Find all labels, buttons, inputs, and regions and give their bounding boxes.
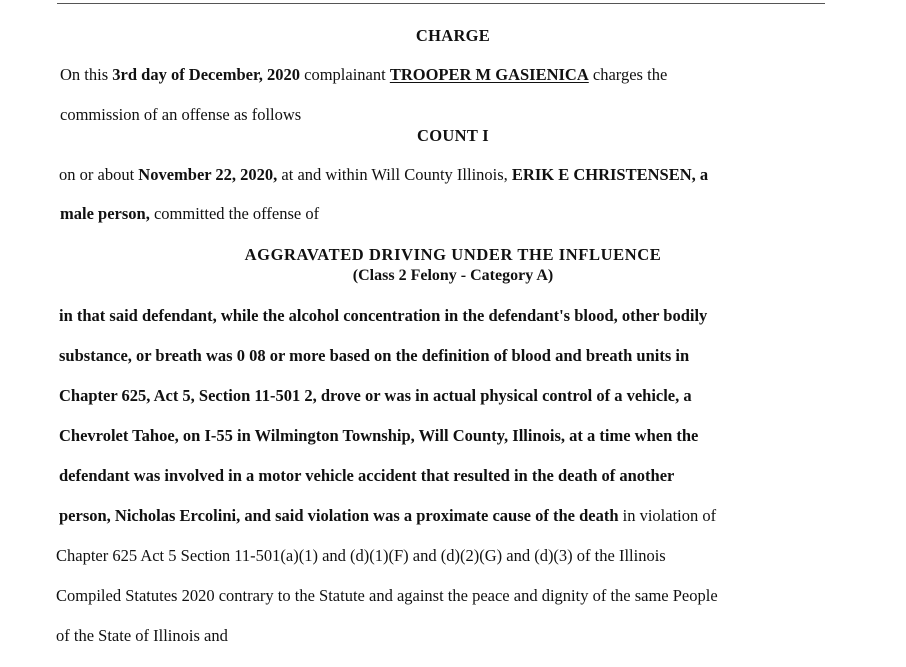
offense-class: (Class 2 Felony - Category A) bbox=[352, 267, 554, 284]
body-line-6 bbox=[59, 506, 716, 526]
statute-line-2: Compiled Statutes 2020 contrary to the Statute and against the peace and dignity of the same People bbox=[56, 586, 718, 605]
charge-date: 3rd day of December, 2020 bbox=[112, 65, 301, 84]
offense-date: November 22, 2020, bbox=[138, 165, 278, 184]
body-line-4: Chevrolet Tahoe, on I-55 in Wilmington Township, Will County, Illinois, at a time when the bbox=[59, 426, 699, 445]
intro-text-2: complainant bbox=[300, 65, 390, 84]
count-line-2 bbox=[60, 204, 319, 224]
count-text-1: on or about bbox=[59, 165, 139, 184]
count-text-3: committed the offense of bbox=[149, 204, 320, 223]
count-heading: COUNT I bbox=[417, 126, 489, 145]
count-text-2: at and within Will County Illinois, bbox=[277, 165, 512, 184]
intro-line-2: commission of an offense as follows bbox=[60, 105, 302, 124]
top-rule bbox=[57, 3, 825, 4]
victim-clause: person, Nicholas Ercolini, and said violation was a proximate cause of the death bbox=[59, 506, 619, 525]
intro-text-1: On this bbox=[60, 65, 113, 84]
violation-intro: in violation of bbox=[618, 506, 717, 525]
statute-line-1: Chapter 625 Act 5 Section 11-501(a)(1) and (d)(1)(F) and (d)(2)(G) and (d)(3) of the Illinois bbox=[56, 546, 666, 565]
body-line-1: in that said defendant, while the alcohol concentration in the defendant's blood, other bodily bbox=[59, 306, 708, 325]
body-line-3: Chapter 625, Act 5, Section 11-501 2, drove or was in actual physical control of a vehicle, a bbox=[59, 386, 692, 405]
defendant-name: ERIK E CHRISTENSEN, a bbox=[511, 165, 709, 184]
body-line-5: defendant was involved in a motor vehicle accident that resulted in the death of another bbox=[59, 466, 675, 485]
intro-line-1 bbox=[60, 65, 667, 85]
complainant-name: TROOPER M GASIENICA bbox=[389, 65, 589, 84]
charge-heading: CHARGE bbox=[415, 26, 491, 45]
defendant-descriptor: male person, bbox=[60, 204, 150, 223]
count-line-1 bbox=[59, 165, 708, 185]
intro-text-3: charges the bbox=[588, 65, 668, 84]
offense-title: AGGRAVATED DRIVING UNDER THE INFLUENCE bbox=[244, 245, 662, 264]
body-line-2: substance, or breath was 0 08 or more based on the definition of blood and breath units in bbox=[59, 346, 690, 365]
statute-line-3: of the State of Illinois and bbox=[56, 626, 228, 645]
